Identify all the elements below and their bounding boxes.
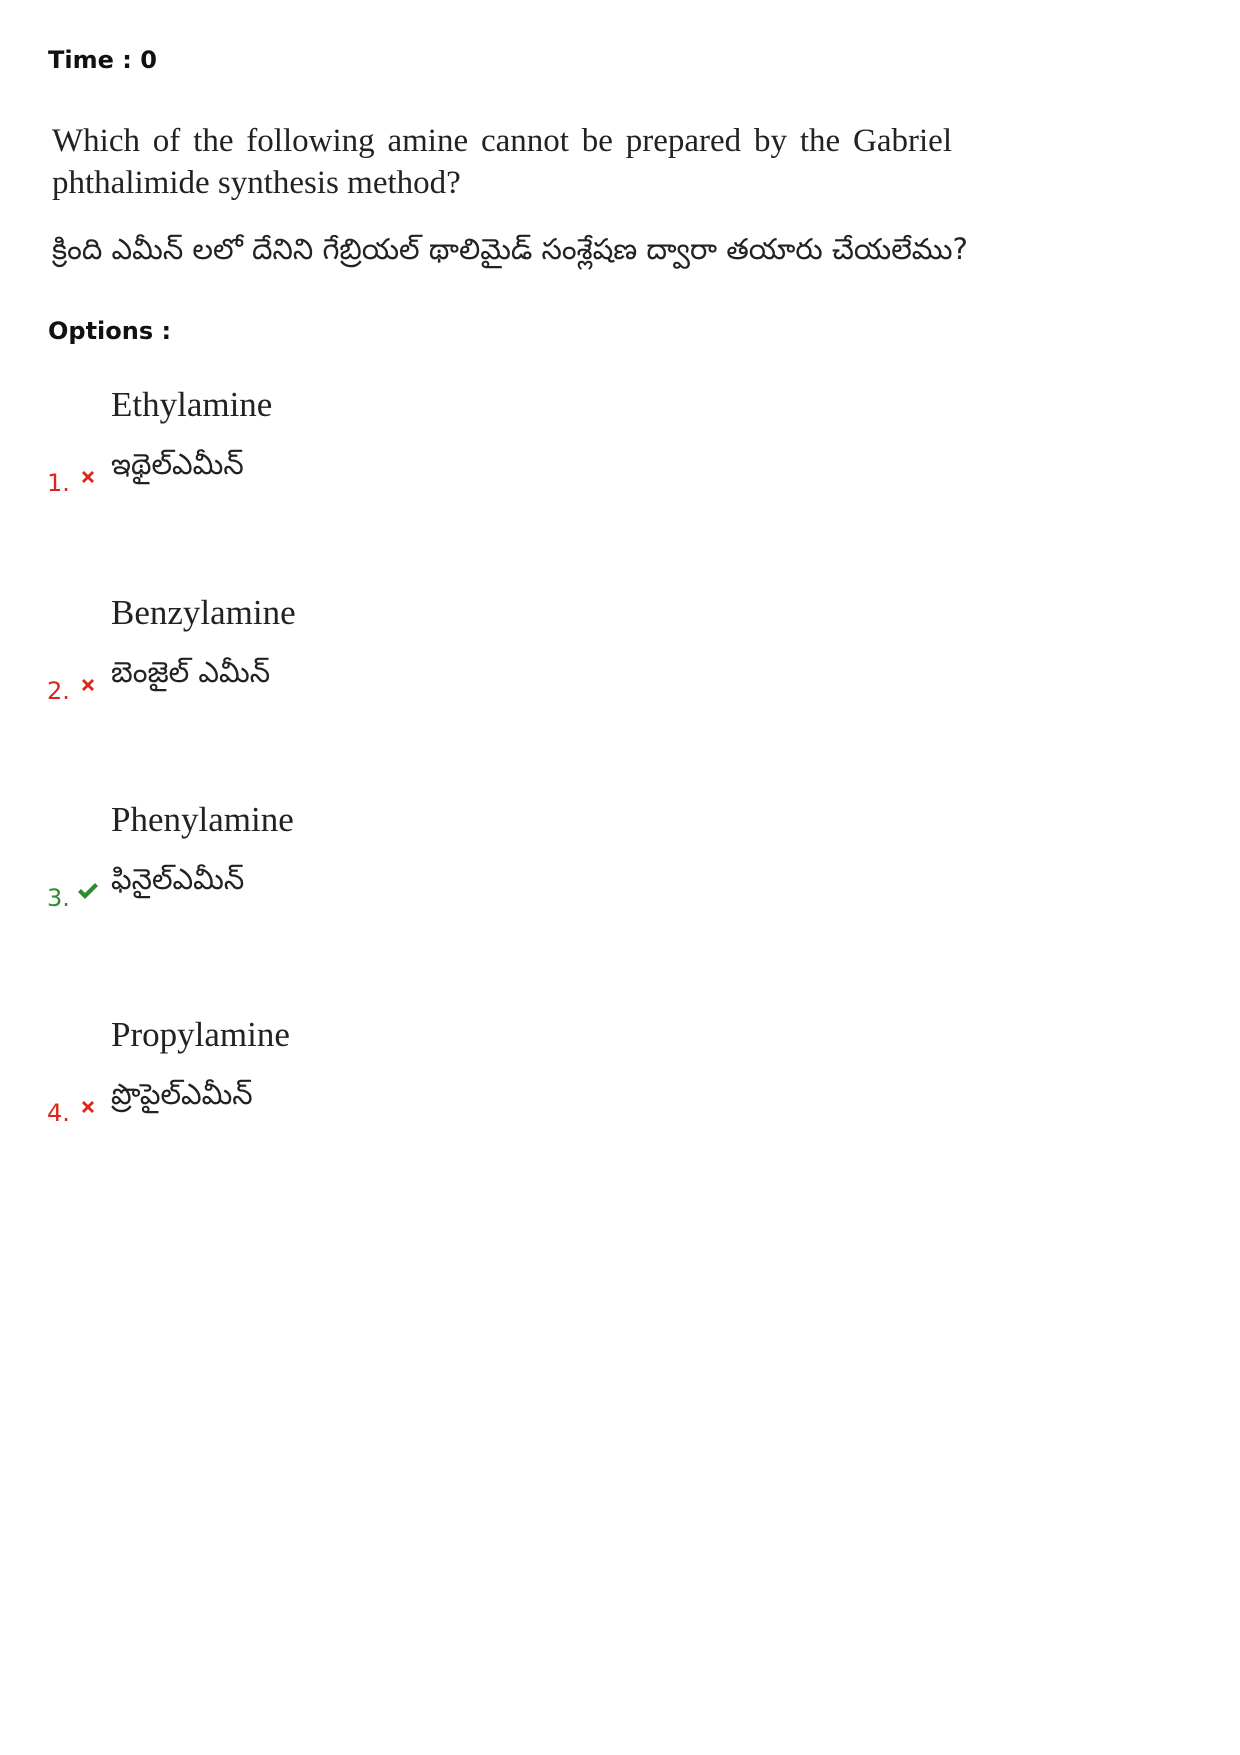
option-4-number: 4. [47, 1099, 70, 1127]
option-3-english: Phenylamine [111, 800, 294, 839]
option-1-telugu: ఇథైల్ఎమీన్ [111, 447, 244, 481]
question-text-english: Which of the following amine cannot be prepared by the Gabriel phthalimide synthesis method? [52, 123, 952, 201]
option-3-telugu: ఫినైల్ఎమీన్ [111, 862, 245, 896]
option-4-telugu: ప్రొపైల్ఎమీన్ [111, 1077, 253, 1111]
option-1-number: 1. [47, 469, 70, 497]
cross-icon [78, 1097, 98, 1117]
option-3-number: 3. [47, 884, 70, 912]
option-4 [0, 1015, 1240, 1145]
question-text-telugu: క్రింది ఎమీన్ లలో దేనిని గేబ్రియల్ థాలిమైడ్ సంశ్లేషణ ద్వారా తయారు చేయలేము? [52, 232, 968, 266]
option-2-english: Benzylamine [111, 593, 296, 632]
option-2-telugu: బెంజైల్ ఎమీన్ [111, 655, 271, 689]
cross-icon [78, 467, 98, 487]
check-icon [76, 880, 100, 902]
option-1-english: Ethylamine [111, 385, 273, 424]
time-display: Time : 0 [48, 46, 157, 74]
option-4-english: Propylamine [111, 1015, 290, 1054]
option-3 [0, 800, 1240, 930]
options-label: Options : [48, 317, 172, 345]
option-1 [0, 385, 1240, 515]
cross-icon [78, 675, 98, 695]
option-2-number: 2. [47, 677, 70, 705]
option-2 [0, 593, 1240, 723]
